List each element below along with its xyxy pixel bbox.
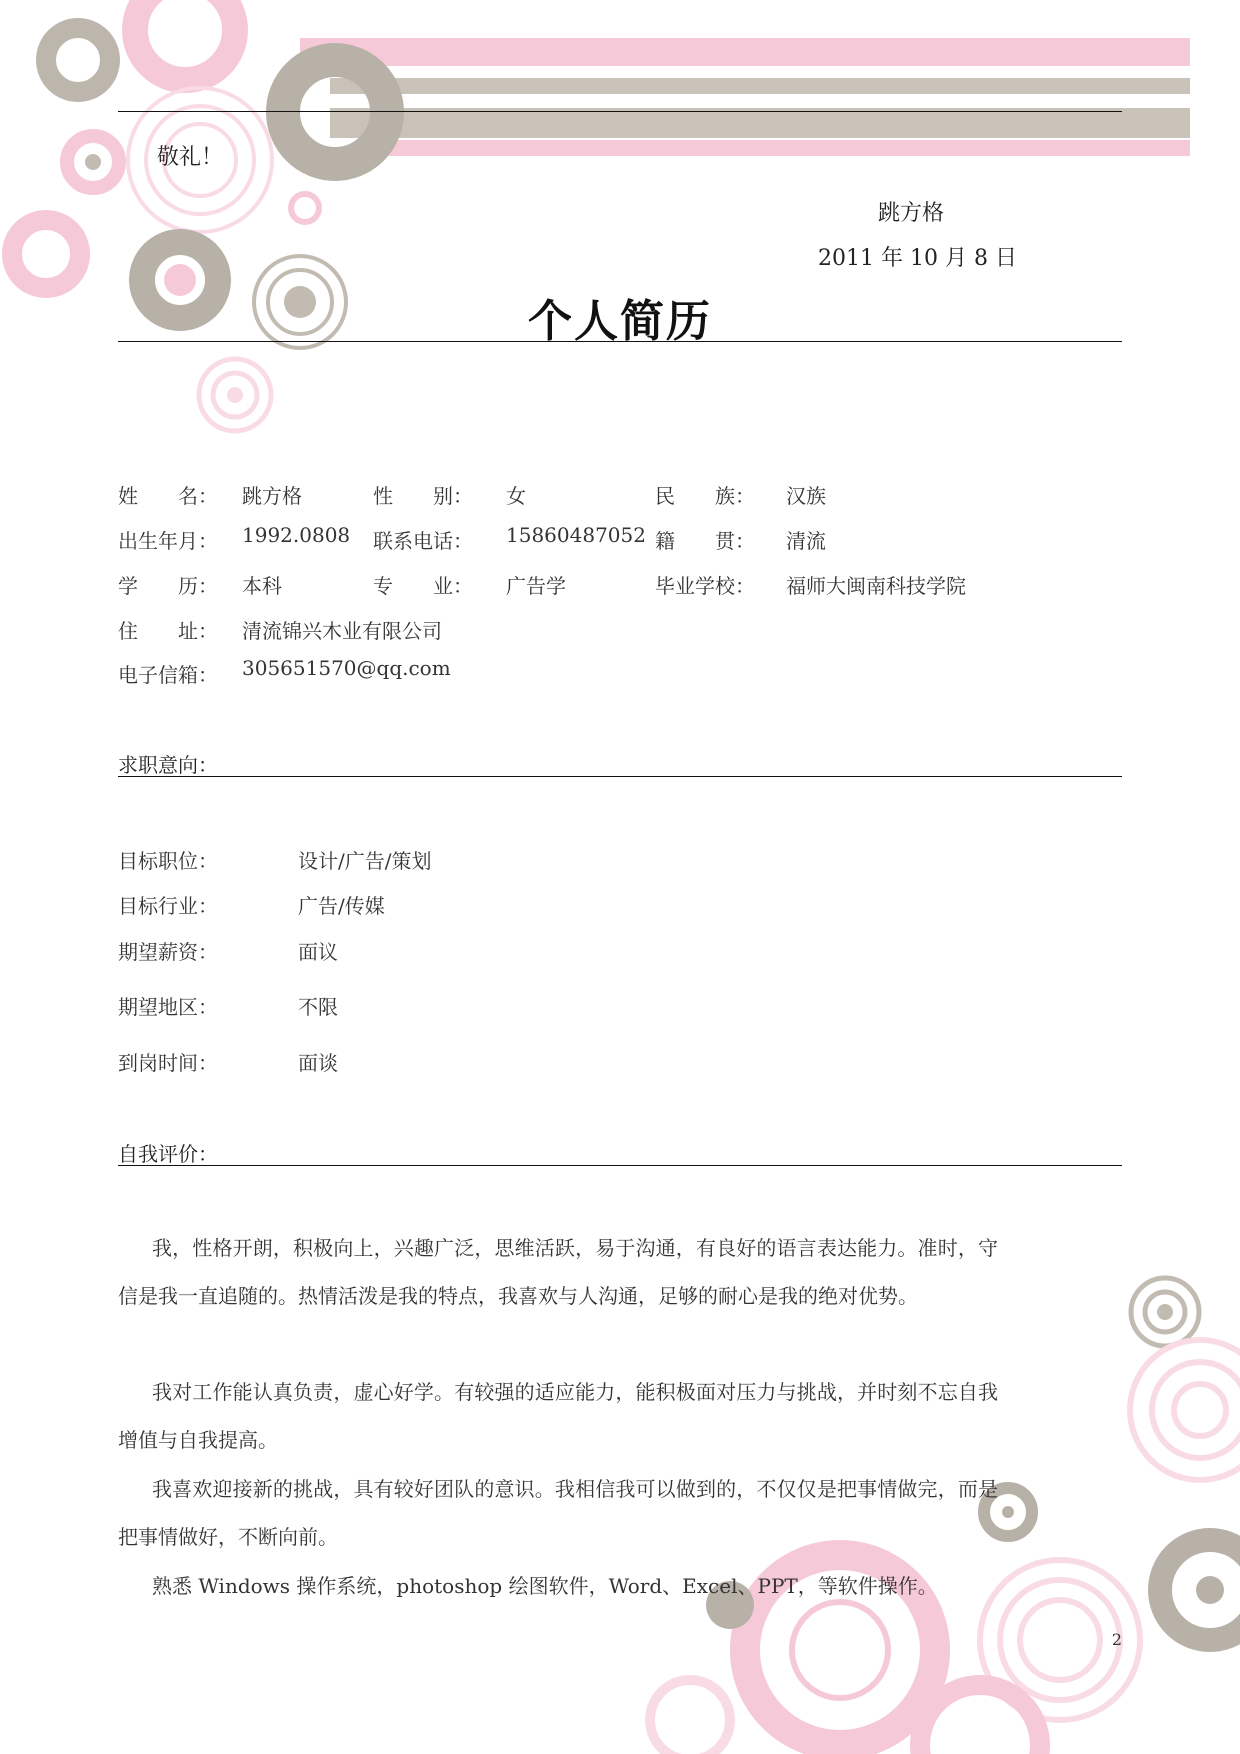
phone-label: 联系电话： xyxy=(373,529,473,553)
school-value: 福师大闽南科技学院 xyxy=(786,574,966,598)
target-industry-value: 广告/传媒 xyxy=(298,894,385,918)
signature-name: 跳方格 xyxy=(878,201,945,226)
gender-label: 性 别： xyxy=(373,484,473,508)
education-label: 学 历： xyxy=(118,574,218,598)
closing-salute: 敬礼！ xyxy=(157,145,224,170)
address-label: 住 址： xyxy=(118,619,218,643)
email-label: 电子信箱： xyxy=(118,663,218,687)
ethnicity-label: 民 族： xyxy=(655,484,755,508)
birth-value: 1992.0808 xyxy=(242,523,351,547)
start-time-label: 到岗时间： xyxy=(118,1051,218,1075)
self-eval-paragraph-3: 我喜欢迎接新的挑战，具有较好团队的意识。我相信我可以做到的，不仅仅是把事情做完，而是把事情做好，不断向前。 xyxy=(118,1477,998,1549)
major-value: 广告学 xyxy=(506,574,566,598)
ethnicity-value: 汉族 xyxy=(786,484,826,508)
birth-label: 出生年月： xyxy=(118,529,218,553)
start-time-value: 面谈 xyxy=(298,1051,338,1075)
target-position-label: 目标职位： xyxy=(118,849,218,873)
expected-salary-label: 期望薪资： xyxy=(118,940,218,964)
page-number: 2 xyxy=(1111,1630,1122,1649)
job-intent-heading: 求职意向： xyxy=(118,753,218,777)
expected-region-value: 不限 xyxy=(298,995,338,1019)
title-rule xyxy=(118,341,1122,342)
education-value: 本科 xyxy=(242,574,282,598)
self-eval-heading: 自我评价： xyxy=(118,1142,218,1166)
target-position-value: 设计/广告/策划 xyxy=(298,849,432,873)
page-title: 个人简历 xyxy=(528,296,712,347)
native-label: 籍 贯： xyxy=(655,529,755,553)
school-label: 毕业学校： xyxy=(655,574,755,598)
name-value: 跳方格 xyxy=(242,484,302,508)
signature-date: 2011 年 10 月 8 日 xyxy=(818,246,1017,271)
name-label: 姓 名： xyxy=(118,484,218,508)
self-eval-rule xyxy=(118,1165,1122,1166)
self-eval-paragraph-2: 我对工作能认真负责，虚心好学。有较强的适应能力，能积极面对压力与挑战，并时刻不忘自我增值与自我提高。 xyxy=(118,1380,998,1452)
native-value: 清流 xyxy=(786,529,826,553)
self-eval-paragraph-1: 我，性格开朗，积极向上，兴趣广泛，思维活跃，易于沟通，有良好的语言表达能力。准时，守信是我一直追随的。热情活泼是我的特点，我喜欢与人沟通，足够的耐心是我的绝对优势。 xyxy=(118,1236,998,1308)
self-eval-paragraph-4: 熟悉 Windows 操作系统，photoshop 绘图软件，Word、Excel、PPT，等软件操作。 xyxy=(152,1574,938,1598)
gender-value: 女 xyxy=(506,484,526,508)
target-industry-label: 目标行业： xyxy=(118,894,218,918)
top-rule xyxy=(118,111,1122,112)
address-value: 清流锦兴木业有限公司 xyxy=(242,619,442,643)
phone-value: 15860487052 xyxy=(506,523,646,547)
email-value: 305651570@qq.com xyxy=(242,656,451,680)
job-intent-rule xyxy=(118,776,1122,777)
major-label: 专 业： xyxy=(373,574,473,598)
expected-region-label: 期望地区： xyxy=(118,995,218,1019)
expected-salary-value: 面议 xyxy=(298,940,338,964)
